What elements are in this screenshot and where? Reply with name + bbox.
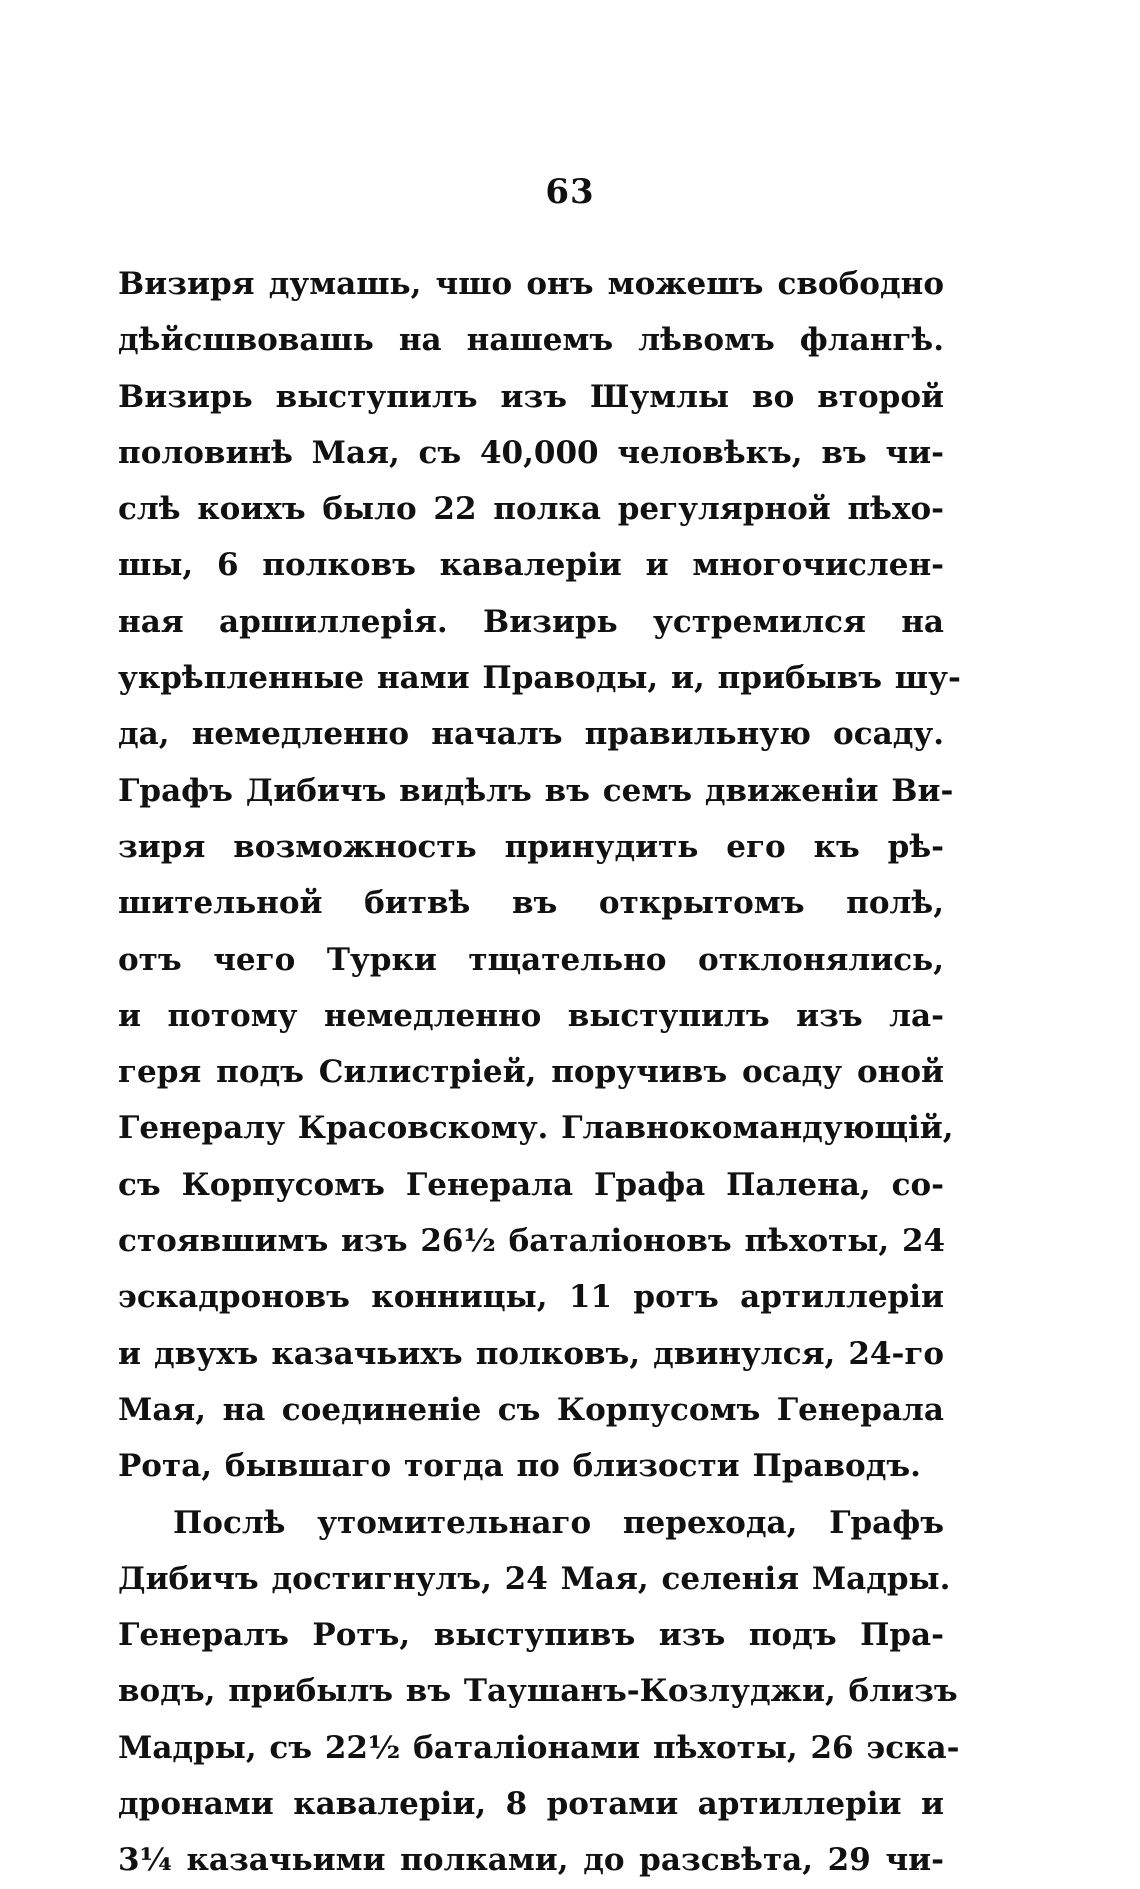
text-line-4: половинѣ Мая, съ 40,000 человѣкъ, въ чи- — [118, 434, 944, 471]
text-line-26: водъ, прибылъ въ Таушанъ-Козлуджи, близъ — [118, 1673, 958, 1710]
text-line-28: дронами кавалеріи, 8 ротами артиллеріи и — [118, 1786, 944, 1823]
text-line-5: слѣ коихъ было 22 полка регулярной пѣхо- — [118, 491, 944, 528]
text-line-29: 3¼ казачьими полками, до разсвѣта, 29 чи- — [118, 1842, 944, 1879]
text-line-18: стоявшимъ изъ 26½ баталіоновъ пѣхоты, 24 — [118, 1223, 946, 1260]
text-line-24: Дибичъ достигнулъ, 24 Мая, селенія Мадры. — [118, 1560, 951, 1597]
text-line-16: Генералу Красовскому. Главнокомандующій, — [118, 1110, 954, 1147]
text-line-7: ная аршиллерія. Визирь устремился на — [118, 603, 944, 640]
page-number: 63 — [545, 172, 595, 212]
text-line-14: и потому немедленно выступилъ изъ ла- — [118, 997, 944, 1034]
text-line-15: геря подъ Силистріей, поручивъ осаду оной — [118, 1054, 944, 1091]
text-line-23: Послѣ утомительнаго перехода, Графъ — [173, 1504, 944, 1541]
text-line-19: эскадроновъ конницы, 11 ротъ артиллеріи — [118, 1279, 944, 1316]
text-line-17: съ Корпусомъ Генерала Графа Палена, со- — [118, 1166, 944, 1203]
text-line-6: шы, 6 полковъ кавалеріи и многочислен- — [118, 547, 944, 584]
text-line-12: шительной битвѣ въ открытомъ полѣ, — [118, 885, 944, 922]
text-line-22: Рота, бывшаго тогда по близости Праводъ. — [118, 1448, 921, 1485]
text-line-21: Мая, на соединеніе съ Корпусомъ Генерала — [118, 1391, 944, 1428]
text-line-3: Визирь выступилъ изъ Шумлы во второй — [118, 378, 944, 415]
text-line-20: и двухъ казачьихъ полковъ, двинулся, 24-го — [118, 1335, 944, 1372]
text-line-1: Визиря думашь, чшо онъ можешъ свободно — [118, 266, 944, 302]
text-line-2: дѣйсшвовашь на нашемъ лѣвомъ флангѣ. — [118, 322, 944, 359]
text-line-13: отъ чего Турки тщательно отклонялись, — [118, 941, 944, 978]
text-line-9: да, немедленно началъ правильную осаду. — [118, 716, 944, 753]
text-line-27: Мадры, съ 22½ баталіонами пѣхоты, 26 эска- — [118, 1729, 960, 1766]
text-line-11: зиря возможность принудить его къ рѣ- — [118, 828, 944, 865]
text-line-10: Графъ Дибичъ видѣлъ въ семъ движеніи Ви- — [118, 772, 954, 809]
body-text — [118, 256, 961, 1889]
text-line-8: укрѣпленные нами Праводы, и, прибывъ шу- — [118, 660, 961, 697]
text-line-25: Генералъ Ротъ, выступивъ изъ подъ Пра- — [118, 1617, 944, 1654]
